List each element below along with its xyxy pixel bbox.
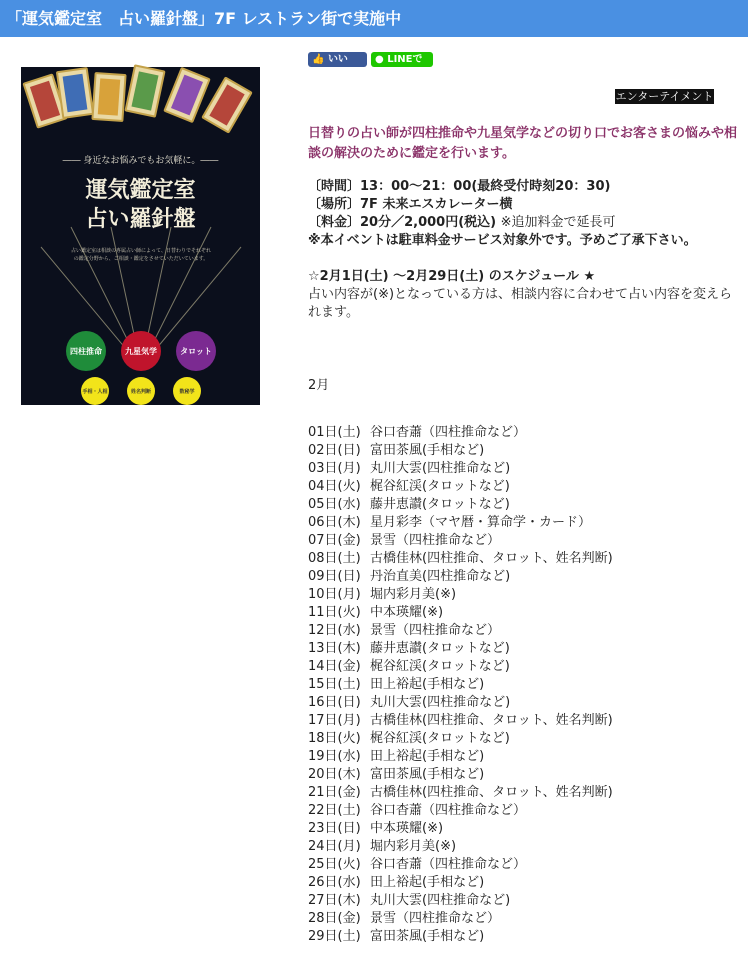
poster-title-line2: 占い羅針盤 (85, 206, 196, 232)
line-share-label: LINEで送 (375, 54, 423, 80)
poster-time-note: 最終受付時間：20:30 (59, 442, 135, 452)
schedule-fortune-teller: 田上裕起(手相など) (370, 875, 485, 890)
schedule-row (308, 784, 738, 802)
thumbs-up-icon: 👍 (312, 54, 325, 65)
schedule-fortune-teller: 丸川大雲(四柱推命など) (370, 695, 511, 710)
schedule-row (308, 604, 738, 622)
schedule-fortune-teller: 丹治直美(四柱推命など) (370, 569, 511, 584)
info-time: 〔時間〕13：00〜21：00(最終受付時刻20：30) (308, 179, 611, 194)
info-fee: 〔料金〕20分／2,000円(税込) (308, 215, 497, 230)
palm-reading-circle: 手相・人相 (81, 377, 109, 405)
poster-fee-note: 追加料金で延長可 (149, 442, 229, 452)
schedule-date: 19日(水) (308, 749, 361, 764)
schedule-date: 27日(木) (308, 893, 361, 908)
info-fee-note: ※追加料金で延長可 (500, 215, 616, 230)
schedule-date: 22日(土) (308, 803, 361, 818)
schedule-row (308, 514, 738, 532)
schedule-fortune-teller: 富田茶風(手相など) (370, 767, 485, 782)
event-intro: 日替りの占い師が四柱推命や九星気学などの切り口でお客さまの悩みや相談の解決のために鑑定を行います。 (308, 126, 738, 161)
schedule-row (308, 820, 738, 838)
schedule-date: 06日(木) (308, 515, 361, 530)
schedule-header (308, 268, 738, 322)
schedule-date: 05日(水) (308, 497, 361, 512)
schedule-fortune-teller: 梶谷紅渓(タロットなど) (370, 479, 510, 494)
schedule-fortune-teller: 谷口杳蕭（四柱推命など） (370, 425, 527, 440)
schedule-fortune-teller: 中本瑛耀(※) (370, 821, 444, 836)
schedule-date: 12日(水) (308, 623, 361, 638)
schedule-fortune-teller: 古橋佳林(四柱推命、タロット、姓名判断) (370, 785, 613, 800)
schedule-fortune-teller: 谷口杳蕭（四柱推命など） (370, 857, 527, 872)
schedule-row (308, 802, 738, 820)
schedule-row (308, 838, 738, 856)
schedule-row (308, 442, 738, 460)
schedule-row (308, 928, 738, 946)
schedule-date: 16日(日) (308, 695, 361, 710)
schedule-date: 09日(日) (308, 569, 361, 584)
schedule-date: 02日(日) (308, 443, 361, 458)
poster-fee-label: 鑑定料金 (177, 415, 205, 423)
schedule-date: 04日(火) (308, 479, 361, 494)
schedule-fortune-teller: 梶谷紅渓(タロットなど) (370, 731, 510, 746)
schedule-row (308, 586, 738, 604)
schedule-date: 20日(木) (308, 767, 361, 782)
shichu-suimei-circle: 四柱推命 (66, 331, 106, 371)
schedule-date: 03日(月) (308, 461, 361, 476)
schedule-fortune-teller: 景雪（四柱推命など） (370, 623, 501, 638)
schedule-list (308, 424, 738, 946)
schedule-row (308, 874, 738, 892)
info-place: 〔場所〕7F 未来エスカレーター横 (308, 197, 513, 212)
schedule-row (308, 622, 738, 640)
schedule-date: 25日(火) (308, 857, 361, 872)
name-reading-circle: 姓名判断 (127, 377, 155, 405)
schedule-row (308, 856, 738, 874)
schedule-date: 24日(月) (308, 839, 361, 854)
schedule-row (308, 550, 738, 568)
poster-time-value: 13:00〜21:00 (53, 428, 149, 443)
schedule-date: 14日(金) (308, 659, 361, 674)
schedule-fortune-teller: 田上裕起(手相など) (370, 677, 485, 692)
schedule-fortune-teller: 景雪（四柱推命など） (370, 911, 501, 926)
schedule-row (308, 460, 738, 478)
schedule-fortune-teller: 古橋佳林(四柱推命、タロット、姓名判断) (370, 551, 613, 566)
kyusei-kigaku-circle: 九星気学 (121, 331, 161, 371)
schedule-fortune-teller: 丸川大雲(四柱推命など) (370, 893, 511, 908)
schedule-date: 18日(火) (308, 731, 361, 746)
poster-time-label: 鑑定時間 (87, 415, 115, 423)
schedule-row (308, 640, 738, 658)
schedule-date: 15日(土) (308, 677, 361, 692)
facebook-like-label: いいね！ (312, 54, 348, 80)
schedule-row (308, 694, 738, 712)
schedule-date: 07日(金) (308, 533, 361, 548)
schedule-fortune-teller: 星月彩李（マヤ暦・算命学・カード） (370, 515, 592, 530)
schedule-fortune-teller: 丸川大雲(四柱推命など) (370, 461, 511, 476)
schedule-fortune-teller: 藤井恵讃(タロットなど) (370, 497, 510, 512)
schedule-date: 17日(月) (308, 713, 361, 728)
schedule-row (308, 748, 738, 766)
schedule-fortune-teller: 中本瑛耀(※) (370, 605, 444, 620)
numerology-circle: 数秘学 (173, 377, 201, 405)
schedule-row (308, 478, 738, 496)
schedule-row (308, 712, 738, 730)
poster-description: 占い鑑定室は相談の専属占い師によって、日替わりでそれぞれの鑑定分野から、ご相談・鑑定をさせていただいています。 (71, 248, 211, 262)
schedule-fortune-teller: 景雪（四柱推命など） (370, 533, 501, 548)
schedule-fortune-teller: 堀内彩月美(※) (370, 587, 457, 602)
month-label: 2月 (308, 378, 330, 393)
schedule-row (308, 496, 738, 514)
schedule-fortune-teller: 谷口杳蕭（四柱推命など） (370, 803, 527, 818)
schedule-fortune-teller: 富田茶風(手相など) (370, 443, 485, 458)
schedule-date: 29日(土) (308, 929, 361, 944)
line-icon: ● (375, 54, 384, 65)
schedule-row (308, 676, 738, 694)
schedule-row (308, 532, 738, 550)
schedule-fortune-teller: 古橋佳林(四柱推命、タロット、姓名判断) (370, 713, 613, 728)
schedule-row (308, 424, 738, 442)
schedule-fortune-teller: 藤井恵讃(タロットなど) (370, 641, 510, 656)
schedule-date: 01日(土) (308, 425, 361, 440)
tarot-cards-decoration (21, 67, 260, 137)
info-parking: ※本イベントは駐車料金サービス対象外です。予めご了承下さい。 (308, 233, 697, 248)
line-share-button[interactable] (371, 52, 433, 80)
schedule-row (308, 910, 738, 928)
poster-title-line1: 運気鑑定室 (85, 177, 196, 203)
schedule-date: 10日(月) (308, 587, 361, 602)
event-poster-image (21, 67, 260, 451)
schedule-title: ☆2月1日(土) ～2月29日(土) のスケジュール ★ (308, 269, 596, 284)
schedule-date: 21日(金) (308, 785, 361, 800)
page-header-title: 「運気鑑定室 占い羅針盤」7F レストラン街で実施中 (0, 0, 748, 37)
schedule-date: 11日(火) (308, 605, 361, 620)
schedule-fortune-teller: 田上裕起(手相など) (370, 749, 485, 764)
schedule-date: 28日(金) (308, 911, 361, 926)
schedule-date: 26日(水) (308, 875, 361, 890)
tarot-circle: タロット (176, 331, 216, 371)
category-tag[interactable]: エンターテイメント (615, 90, 714, 103)
facebook-like-button[interactable] (308, 52, 367, 80)
schedule-row (308, 658, 738, 676)
info-fee-row (308, 214, 738, 232)
schedule-row (308, 766, 738, 784)
schedule-date: 13日(木) (308, 641, 361, 656)
schedule-row (308, 730, 738, 748)
schedule-fortune-teller: 富田茶風(手相など) (370, 929, 485, 944)
schedule-row (308, 568, 738, 586)
schedule-fortune-teller: 堀内彩月美(※) (370, 839, 457, 854)
schedule-row (308, 892, 738, 910)
schedule-date: 23日(日) (308, 821, 361, 836)
poster-fee-value: 20分／2,000円 (148, 426, 239, 440)
event-info (308, 178, 738, 250)
poster-tagline: ―― 身近なお悩みでもお気軽に。―― (62, 156, 219, 166)
schedule-note: 占い内容が(※)となっている方は、相談内容に合わせて占い内容を変えられます。 (308, 287, 733, 320)
schedule-date: 08日(土) (308, 551, 361, 566)
schedule-fortune-teller: 梶谷紅渓(タロットなど) (370, 659, 510, 674)
